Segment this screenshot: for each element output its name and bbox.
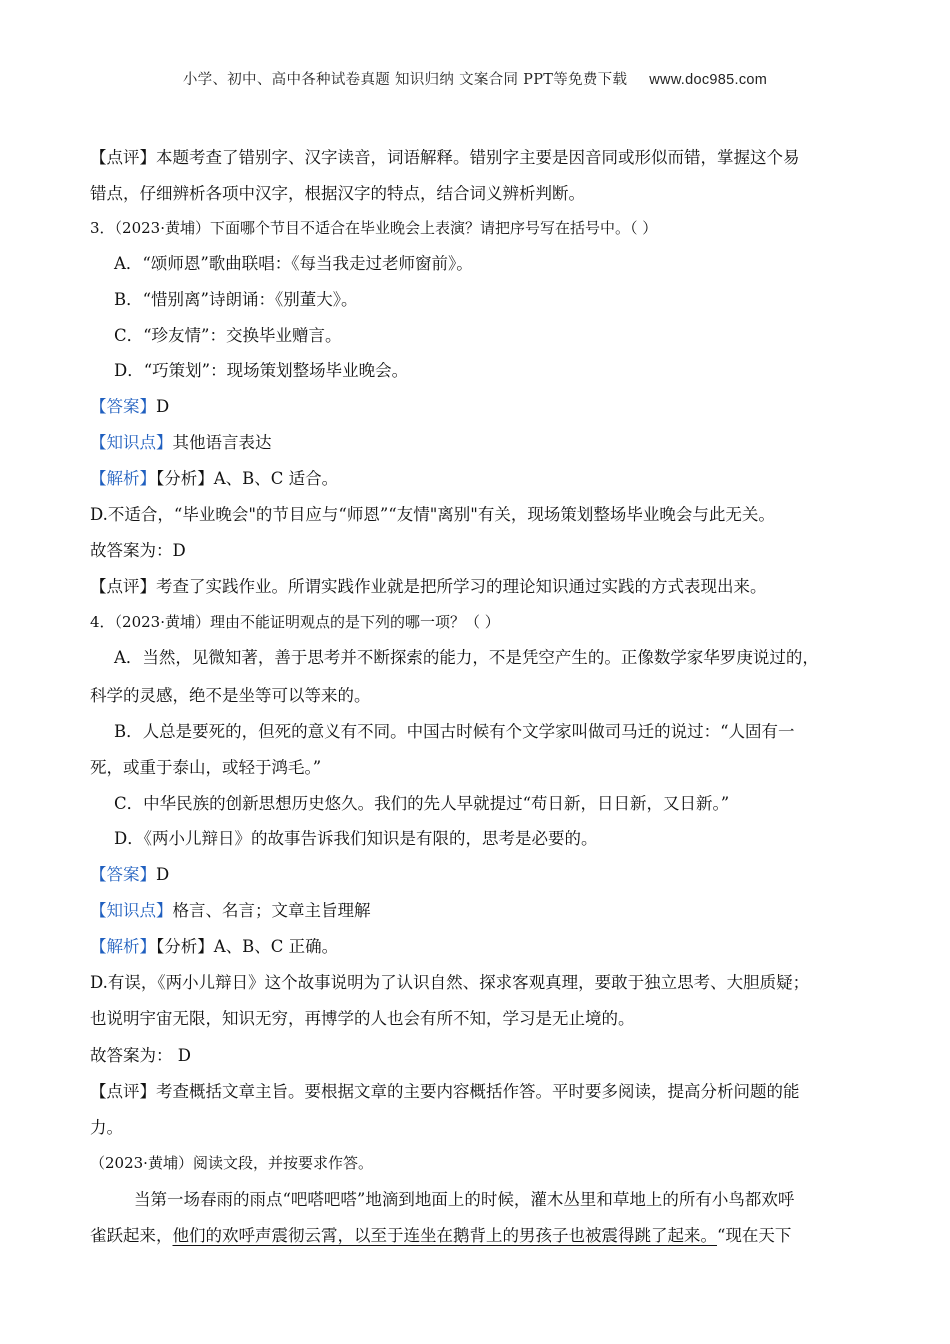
comment-tag: 【点评】: [90, 577, 156, 596]
comment-line: 【点评】考查概括文章主旨。要根据文章的主要内容概括作答。平时要多阅读，提高分析问题的能: [90, 1082, 800, 1101]
option-b-line1: B．人总是要死的，但死的意义有不同。中国古时候有个文学家叫做司马迁的说过：“人固有一: [114, 722, 795, 741]
result-line: 故答案为： D: [90, 1046, 191, 1065]
header-text: 小学、初中、高中各种试卷真题 知识归纳 文案合同 PPT等免费下载: [182, 72, 628, 88]
passage-line2: 雀跃起来，他们的欢呼声震彻云霄，以至于连坐在鹅背上的男孩子也被震得跳了起来。“现在天下: [90, 1226, 792, 1245]
answer-tag: 【答案】: [90, 397, 156, 416]
comment-line: 错点，仔细辨析各项中汉字，根据汉字的特点，结合词义辨析判断。: [90, 184, 585, 203]
analysis-tag: 【解析】: [90, 937, 156, 956]
option-a-line2: 科学的灵感，绝不是坐等可以等来的。: [90, 686, 371, 705]
option-b: B．“惜别离”诗朗诵：《别董大》。: [114, 290, 358, 309]
comment-line: 【点评】考查了实践作业。所谓实践作业就是把所学习的理论知识通过实践的方式表现出来。: [90, 577, 767, 596]
answer-line: 【答案】D: [90, 865, 170, 884]
question-4: 4．（2023·黄埔）理由不能证明观点的是下列的哪一项？（ ）: [90, 613, 500, 631]
comment-tag: 【点评】: [90, 148, 156, 167]
underlined-sentence: 他们的欢呼声震彻云霄，以至于连坐在鹅背上的男孩子也被震得跳了起来。: [172, 1226, 717, 1245]
analysis-body: D.不适合，“毕业晚会"的节目应与“师恩”“友情"离别"有关，现场策划整场毕业晚会与此无关。: [90, 505, 775, 524]
page-header: [0, 68, 950, 89]
header-site: www.doc985.com: [649, 72, 768, 88]
knowledge-line: 【知识点】格言、名言；文章主旨理解: [90, 901, 371, 920]
analysis-body-line1: D.有误，《两小儿辩日》这个故事说明为了认识自然、探求客观真理，要敢于独立思考、大胆质疑；: [90, 973, 810, 992]
knowledge-tag: 【知识点】: [90, 901, 173, 920]
analysis-tag: 【解析】: [90, 469, 156, 488]
option-a-line1: A．当然，见微知著，善于思考并不断探索的能力，不是凭空产生的。正像数学家华罗庚说过的，: [114, 648, 819, 667]
comment-tag: 【点评】: [90, 1082, 156, 1101]
knowledge-line: 【知识点】其他语言表达: [90, 433, 272, 452]
option-a: A．“颂师恩”歌曲联唱：《每当我走过老师窗前》。: [114, 254, 473, 273]
comment-line: 【点评】本题考查了错别字、汉字读音，词语解释。错别字主要是因音同或形似而错，掌握这个易: [90, 148, 800, 167]
question-3: 3．（2023·黄埔）下面哪个节目不适合在毕业晚会上表演？请把序号写在括号中。（ ）: [90, 219, 658, 237]
comment-line: 力。: [90, 1118, 123, 1137]
answer-line: 【答案】D: [90, 397, 170, 416]
option-c: C．“珍友情”：交换毕业赠言。: [114, 326, 342, 345]
question-5: （2023·黄埔）阅读文段，并按要求作答。: [90, 1154, 373, 1172]
option-b-line2: 死，或重于泰山，或轻于鸿毛。”: [90, 758, 322, 777]
option-d: D．“巧策划”：现场策划整场毕业晚会。: [114, 361, 409, 380]
answer-tag: 【答案】: [90, 865, 156, 884]
passage-line1: 当第一场春雨的雨点“吧嗒吧嗒”地滴到地面上的时候，灌木丛里和草地上的所有小鸟都欢呼: [134, 1190, 795, 1209]
knowledge-tag: 【知识点】: [90, 433, 173, 452]
option-c: C．中华民族的创新思想历史悠久。我们的先人早就提过“苟日新，日日新，又日新。”: [114, 794, 730, 813]
analysis-line: 【解析】【分析】A、B、C 正确。: [90, 937, 339, 956]
option-d: D．《两小儿辩日》的故事告诉我们知识是有限的，思考是必要的。: [114, 829, 598, 848]
result-line: 故答案为：D: [90, 541, 186, 560]
analysis-body-line2: 也说明宇宙无限，知识无穷，再博学的人也会有所不知，学习是无止境的。: [90, 1009, 635, 1028]
analysis-line: 【解析】【分析】A、B、C 适合。: [90, 469, 339, 488]
